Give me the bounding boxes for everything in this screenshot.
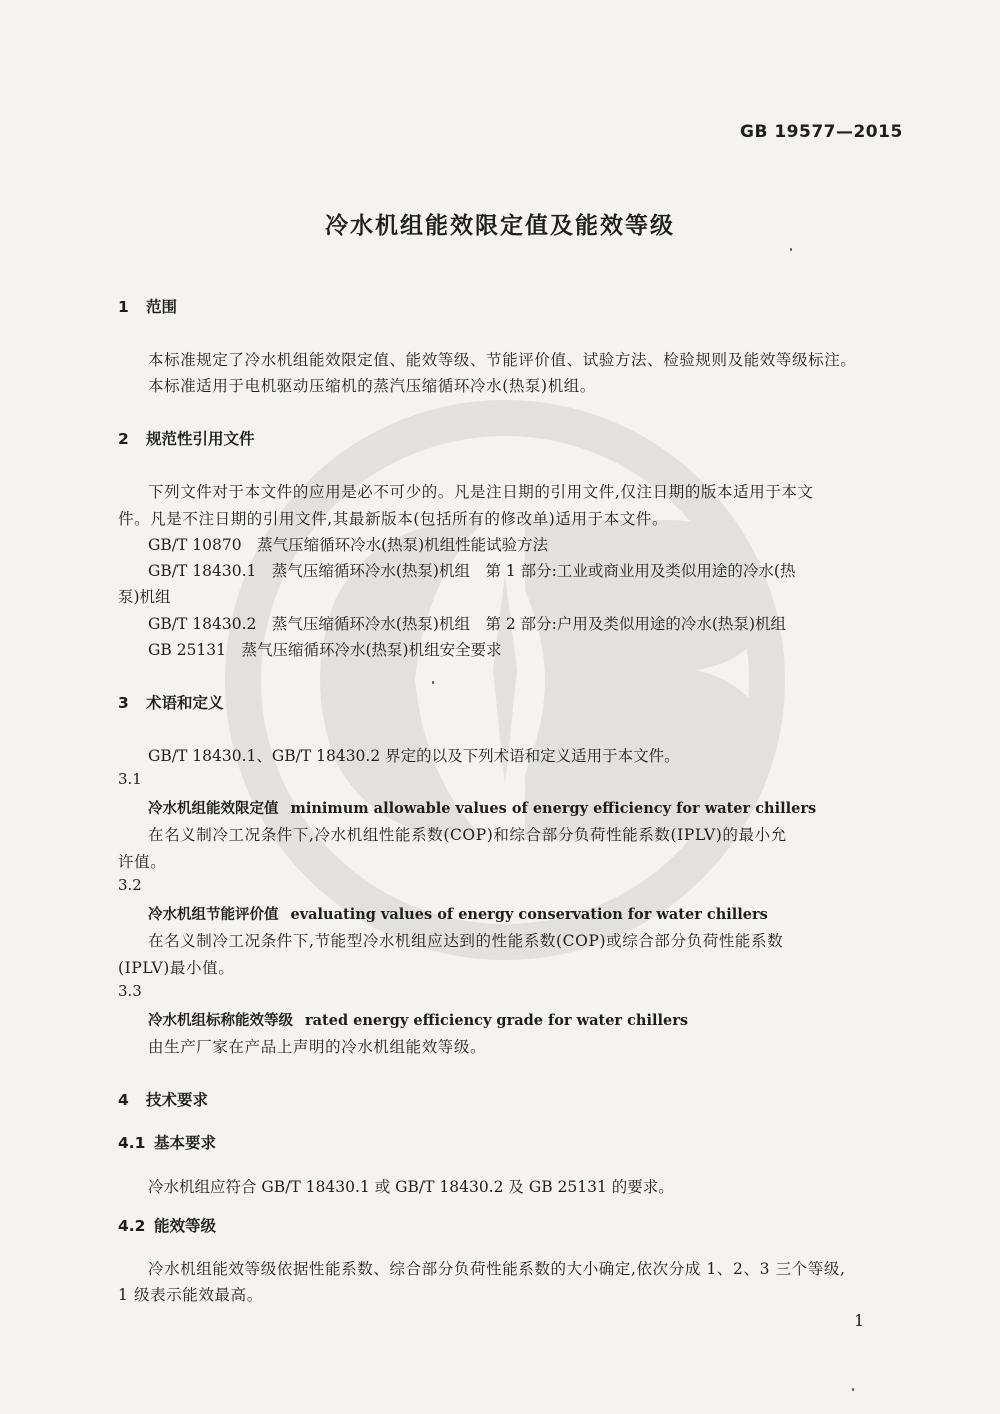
paragraph: 冷水机组能效等级依据性能系数、综合部分负荷性能系数的大小确定,依次分成 1、2、3 三个等级,	[148, 1260, 846, 1278]
subsection-4-1-heading	[118, 1131, 216, 1153]
section-number: 1	[118, 298, 129, 316]
section-1-heading	[118, 295, 177, 317]
reference-item: 泵)机组	[118, 588, 171, 606]
paragraph: 冷水机组应符合 GB/T 18430.1 或 GB/T 18430.2 及 GB 25131 的要求。	[148, 1178, 674, 1196]
section-number: 3	[118, 694, 129, 712]
term-chinese: 冷水机组节能评价值	[148, 907, 279, 923]
term-chinese: 冷水机组标称能效等级	[148, 1013, 293, 1029]
definition: 在名义制冷工况条件下,冷水机组性能系数(COP)和综合部分负荷性能系数(IPLV)的最小允	[148, 826, 787, 844]
clause-number: 3.2	[118, 876, 142, 894]
reference-item: GB/T 18430.2 蒸气压缩循环冷水(热泵)机组 第 2 部分:户用及类似用途的冷水(热泵)机组	[148, 615, 786, 633]
term-3-1	[148, 797, 816, 818]
page-number: 1	[854, 1311, 865, 1330]
paragraph: 本标准规定了冷水机组能效限定值、能效等级、节能评价值、试验方法、检验规则及能效等级标注。	[148, 351, 857, 369]
subsection-number: 4.2	[118, 1217, 146, 1235]
subsection-title: 基本要求	[154, 1134, 217, 1152]
term-chinese: 冷水机组能效限定值	[148, 801, 279, 817]
document-title: 冷水机组能效限定值及能效等级	[325, 213, 675, 239]
reference-item: GB/T 18430.1 蒸气压缩循环冷水(热泵)机组 第 1 部分:工业或商业用及类似用途的冷水(热	[148, 562, 796, 580]
reference-item: GB 25131 蒸气压缩循环冷水(热泵)机组安全要求	[148, 641, 502, 659]
section-4-heading	[118, 1088, 208, 1110]
subsection-title: 能效等级	[154, 1217, 217, 1235]
definition: 在名义制冷工况条件下,节能型冷水机组应达到的性能系数(COP)或综合部分负荷性能系数	[148, 932, 784, 950]
section-2-heading	[118, 427, 255, 449]
reference-item: GB/T 10870 蒸气压缩循环冷水(热泵)机组性能试验方法	[148, 536, 549, 554]
term-english: minimum allowable values of energy efficiency for water chillers	[290, 800, 817, 817]
subsection-4-2-heading	[118, 1214, 216, 1236]
scan-speck	[790, 248, 792, 251]
standard-code: GB 19577—2015	[740, 122, 903, 142]
section-title: 术语和定义	[146, 694, 224, 712]
paragraph: GB/T 18430.1、GB/T 18430.2 界定的以及下列术语和定义适用于本文件。	[148, 747, 680, 765]
section-number: 4	[118, 1091, 129, 1109]
term-3-2	[148, 903, 768, 924]
section-number: 2	[118, 430, 129, 448]
section-title: 范围	[146, 298, 178, 316]
term-english: rated energy efficiency grade for water chillers	[305, 1012, 689, 1029]
section-title: 规范性引用文件	[146, 430, 255, 448]
clause-number: 3.3	[118, 982, 142, 1000]
term-english: evaluating values of energy conservation for water chillers	[290, 906, 768, 923]
section-title: 技术要求	[146, 1091, 209, 1109]
paragraph: 本标准适用于电机驱动压缩机的蒸汽压缩循环冷水(热泵)机组。	[148, 377, 596, 395]
paragraph: 1 级表示能效最高。	[118, 1286, 263, 1304]
term-3-3	[148, 1009, 688, 1030]
section-3-heading	[118, 691, 224, 713]
scan-speck	[852, 1388, 854, 1391]
paragraph: 下列文件对于本文件的应用是必不可少的。凡是注日期的引用文件,仅注日期的版本适用于本文	[148, 483, 814, 501]
definition: 由生产厂家在产品上声明的冷水机组能效等级。	[148, 1038, 487, 1056]
definition: 许值。	[118, 853, 167, 871]
definition: (IPLV)最小值。	[118, 959, 235, 977]
subsection-number: 4.1	[118, 1134, 146, 1152]
scan-speck	[432, 681, 434, 684]
paragraph: 件。凡是不注日期的引用文件,其最新版本(包括所有的修改单)适用于本文件。	[118, 510, 669, 528]
clause-number: 3.1	[118, 770, 142, 788]
